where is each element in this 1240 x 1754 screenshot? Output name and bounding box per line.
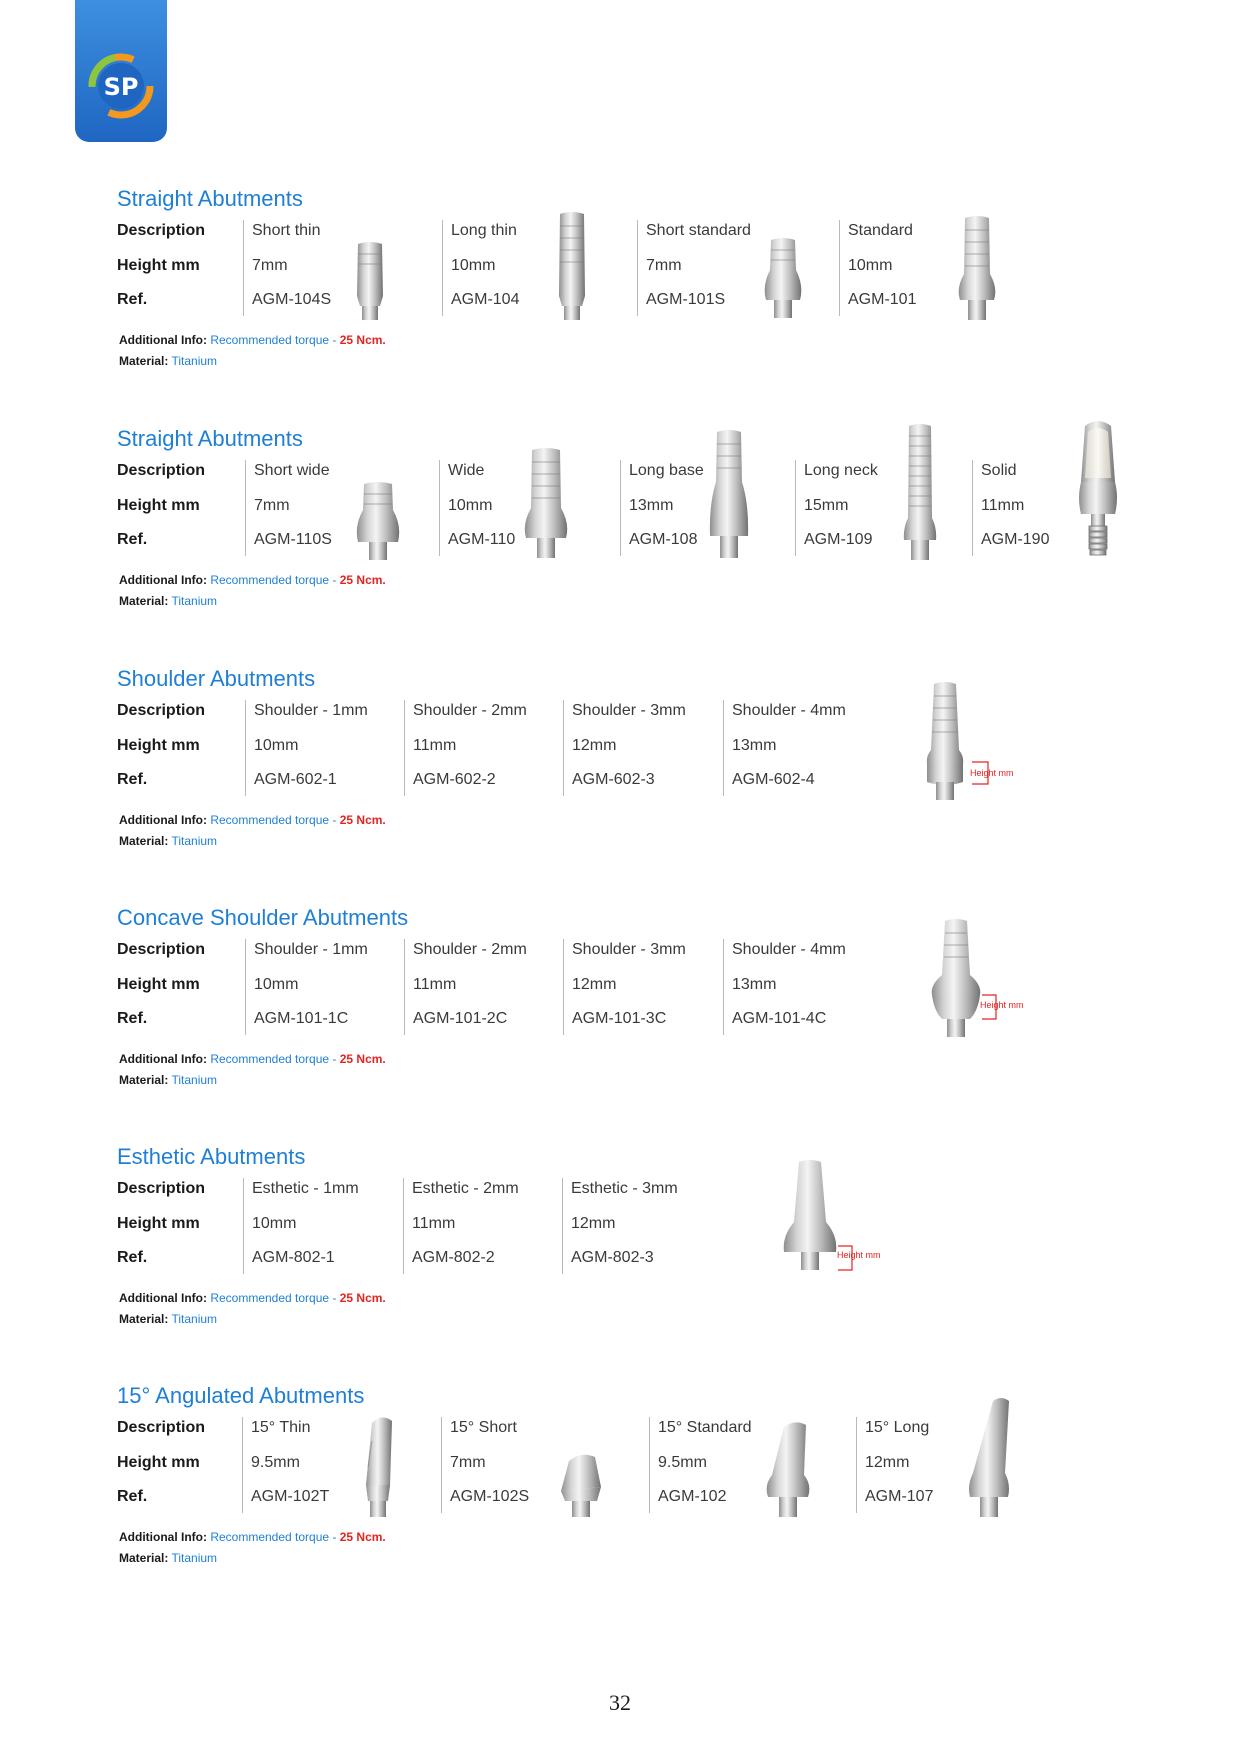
product-height: 13mm — [732, 976, 777, 993]
label-height: Height mm — [117, 1215, 200, 1232]
additional-info: Additional Info: Recommended torque - 25 Ncm. Material: Titanium — [119, 1052, 386, 1087]
product-height: 11mm — [412, 1215, 456, 1232]
label-height: Height mm — [117, 737, 200, 754]
product-ref: AGM-110S — [254, 531, 332, 548]
product-ref: AGM-602-4 — [732, 771, 815, 788]
product-ref: AGM-107 — [865, 1488, 934, 1505]
product-column — [243, 220, 332, 316]
product-ref: AGM-101-1C — [254, 1010, 349, 1027]
product-description: Shoulder - 2mm — [413, 941, 527, 958]
label-ref: Ref. — [117, 531, 148, 548]
product-height: 15mm — [804, 497, 849, 514]
product-column — [620, 460, 704, 556]
product-ref: AGM-101-3C — [572, 1010, 667, 1027]
abutment-image — [354, 1411, 402, 1521]
product-height: 11mm — [981, 497, 1025, 514]
product-height: 9.5mm — [658, 1454, 707, 1471]
section-title: Concave Shoulder Abutments — [117, 905, 409, 930]
product-description: 15° Standard — [658, 1419, 752, 1436]
label-description: Description — [117, 702, 206, 719]
product-height: 10mm — [254, 976, 299, 993]
product-ref: AGM-190 — [981, 531, 1050, 548]
abutment-image — [930, 917, 1070, 1045]
product-description: Shoulder - 1mm — [254, 702, 368, 719]
abutment-image — [762, 1415, 814, 1521]
product-column — [403, 1178, 519, 1274]
label-description: Description — [117, 222, 206, 239]
additional-info: Additional Info: Recommended torque - 25 Ncm. Material: Titanium — [119, 1530, 386, 1565]
product-ref: AGM-102T — [251, 1488, 330, 1505]
product-description: 15° Long — [865, 1419, 930, 1436]
product-column — [723, 700, 846, 796]
product-ref: AGM-602-1 — [254, 771, 337, 788]
section-concave-shoulder-abutments — [117, 905, 1107, 1095]
product-column — [795, 460, 878, 556]
abutment-image — [354, 480, 402, 562]
additional-info: Additional Info: Recommended torque - 25 Ncm. Material: Titanium — [119, 333, 386, 368]
product-ref: AGM-110 — [448, 531, 516, 548]
brand-logo-icon — [87, 52, 155, 120]
abutment-image — [965, 1395, 1013, 1521]
label-height: Height mm — [117, 1454, 200, 1471]
height-callout-label: Height mm — [980, 1000, 1024, 1010]
abutment-image — [1073, 416, 1123, 562]
product-height: 12mm — [571, 1215, 616, 1232]
label-ref: Ref. — [117, 291, 148, 308]
section-angulated-abutments — [117, 1383, 1107, 1573]
product-column — [856, 1417, 934, 1513]
section-title: Shoulder Abutments — [117, 666, 316, 691]
product-description: Long thin — [451, 222, 517, 239]
product-description: 15° Thin — [251, 1419, 311, 1436]
product-ref: AGM-101-4C — [732, 1010, 827, 1027]
product-height: 12mm — [572, 976, 617, 993]
product-description: Shoulder - 3mm — [572, 941, 686, 958]
product-column — [243, 1178, 359, 1274]
label-description: Description — [117, 1180, 206, 1197]
product-description: Shoulder - 2mm — [413, 702, 527, 719]
product-column — [441, 1417, 530, 1513]
product-height: 9.5mm — [251, 1454, 300, 1471]
product-column — [404, 939, 527, 1035]
abutment-image — [555, 1447, 607, 1521]
product-description: Short standard — [646, 222, 751, 239]
label-ref: Ref. — [117, 1488, 148, 1505]
abutment-image — [522, 446, 570, 562]
product-ref: AGM-802-2 — [412, 1249, 495, 1266]
product-description: Shoulder - 1mm — [254, 941, 368, 958]
label-ref: Ref. — [117, 1249, 148, 1266]
abutment-image — [920, 680, 1050, 806]
product-description: Solid — [981, 462, 1017, 479]
additional-info: Additional Info: Recommended torque - 25 Ncm. Material: Titanium — [119, 813, 386, 848]
product-ref: AGM-102 — [658, 1488, 727, 1505]
product-ref: AGM-104S — [252, 291, 332, 308]
product-height: 11mm — [413, 737, 457, 754]
product-description: Esthetic - 3mm — [571, 1180, 678, 1197]
abutment-image — [352, 240, 388, 322]
product-column — [839, 220, 917, 316]
abutment-image — [782, 1158, 922, 1284]
product-height: 12mm — [572, 737, 617, 754]
product-height: 13mm — [629, 497, 674, 514]
brand-logo-text: SP — [103, 73, 139, 101]
product-description: Shoulder - 4mm — [732, 941, 846, 958]
label-description: Description — [117, 1419, 206, 1436]
product-ref: AGM-602-2 — [413, 771, 496, 788]
product-height: 11mm — [413, 976, 457, 993]
label-description: Description — [117, 462, 206, 479]
product-column — [637, 220, 751, 316]
product-ref: AGM-602-3 — [572, 771, 655, 788]
product-ref: AGM-104 — [451, 291, 520, 308]
abutment-image — [954, 214, 1000, 322]
product-column — [563, 939, 686, 1035]
product-ref: AGM-108 — [629, 531, 698, 548]
abutment-image — [901, 422, 939, 562]
section-title: 15° Angulated Abutments — [117, 1383, 365, 1408]
product-column — [723, 939, 846, 1035]
height-callout-label: Height mm — [837, 1250, 881, 1260]
label-height: Height mm — [117, 257, 200, 274]
section-shoulder-abutments — [117, 666, 1107, 856]
product-column — [442, 220, 520, 316]
product-ref: AGM-101S — [646, 291, 726, 308]
brand-logo-tab — [75, 0, 167, 142]
product-height: 10mm — [448, 497, 493, 514]
product-description: Standard — [848, 222, 913, 239]
product-ref: AGM-102S — [450, 1488, 530, 1505]
product-description: 15° Short — [450, 1419, 517, 1436]
additional-info: Additional Info: Recommended torque - 25 Ncm. Material: Titanium — [119, 573, 386, 608]
product-height: 10mm — [451, 257, 496, 274]
product-description: Long neck — [804, 462, 878, 479]
product-ref: AGM-109 — [804, 531, 873, 548]
product-description: Shoulder - 4mm — [732, 702, 846, 719]
product-column — [563, 700, 686, 796]
product-height: 7mm — [450, 1454, 486, 1471]
product-ref: AGM-101-2C — [413, 1010, 508, 1027]
product-column — [439, 460, 516, 556]
product-column — [972, 460, 1050, 556]
product-description: Short thin — [252, 222, 321, 239]
product-column — [649, 1417, 752, 1513]
product-ref: AGM-101 — [848, 291, 917, 308]
product-height: 10mm — [848, 257, 893, 274]
product-height: 12mm — [865, 1454, 910, 1471]
section-title: Esthetic Abutments — [117, 1144, 306, 1169]
abutment-image — [707, 428, 751, 562]
product-column — [404, 700, 527, 796]
label-ref: Ref. — [117, 771, 148, 788]
product-description: Short wide — [254, 462, 330, 479]
section-title: Straight Abutments — [117, 426, 303, 451]
additional-info: Additional Info: Recommended torque - 25 Ncm. Material: Titanium — [119, 1291, 386, 1326]
product-column — [562, 1178, 678, 1274]
section-straight-abutments-2 — [117, 426, 1107, 616]
height-callout-label: Height mm — [970, 768, 1014, 778]
product-description: Esthetic - 1mm — [252, 1180, 359, 1197]
section-esthetic-abutments — [117, 1144, 1107, 1334]
product-height: 10mm — [254, 737, 299, 754]
product-height: 7mm — [646, 257, 682, 274]
product-column — [245, 460, 332, 556]
abutment-image — [762, 236, 804, 322]
product-height: 7mm — [254, 497, 290, 514]
product-height: 10mm — [252, 1215, 297, 1232]
product-height: 7mm — [252, 257, 288, 274]
label-height: Height mm — [117, 976, 200, 993]
product-description: Long base — [629, 462, 704, 479]
product-ref: AGM-802-1 — [252, 1249, 335, 1266]
product-column — [245, 939, 368, 1035]
section-straight-abutments-1 — [117, 186, 1107, 376]
label-ref: Ref. — [117, 1010, 148, 1027]
abutment-image — [554, 210, 590, 322]
section-title: Straight Abutments — [117, 186, 303, 211]
product-description: Shoulder - 3mm — [572, 702, 686, 719]
product-height: 13mm — [732, 737, 777, 754]
product-column — [242, 1417, 330, 1513]
product-column — [245, 700, 368, 796]
label-description: Description — [117, 941, 206, 958]
product-description: Wide — [448, 462, 485, 479]
label-height: Height mm — [117, 497, 200, 514]
product-description: Esthetic - 2mm — [412, 1180, 519, 1197]
page-number: 32 — [609, 1690, 631, 1715]
product-ref: AGM-802-3 — [571, 1249, 654, 1266]
